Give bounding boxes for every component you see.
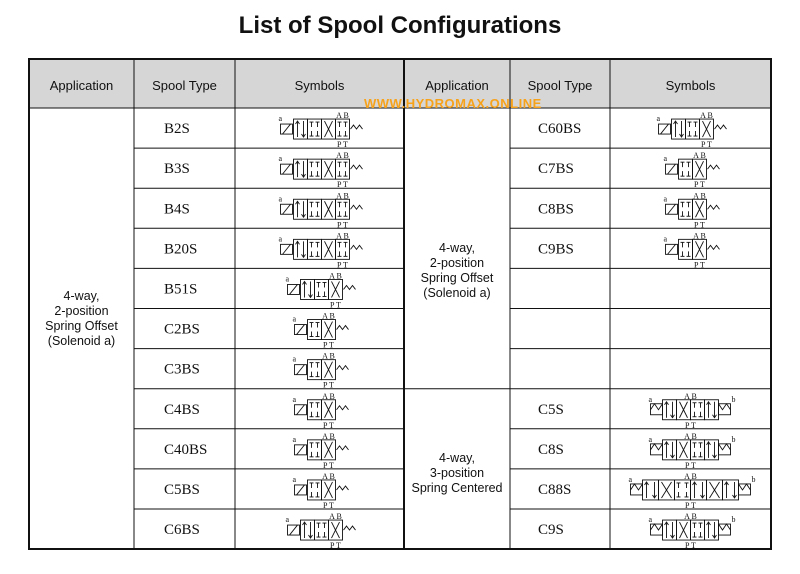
valve-symbol-icon	[293, 352, 349, 390]
svg-text:a: a	[648, 394, 653, 404]
svg-text:a: a	[285, 515, 290, 525]
spool-type-label: C5BS	[164, 481, 200, 498]
svg-text:P T: P T	[323, 340, 334, 350]
svg-text:A B: A B	[684, 471, 697, 481]
spool-type-label: C60BS	[538, 121, 582, 138]
valve-symbol-icon	[649, 432, 736, 470]
svg-text:P T: P T	[685, 500, 696, 510]
valve-symbol-icon	[664, 231, 720, 269]
svg-text:P T: P T	[323, 500, 334, 510]
spool-type-label: B4S	[164, 201, 190, 218]
symbols-layer	[279, 111, 756, 550]
svg-text:a: a	[285, 274, 290, 284]
svg-text:A B: A B	[336, 111, 349, 121]
spool-type-label: C9BS	[538, 241, 574, 258]
column-header: Symbols	[294, 78, 345, 93]
svg-text:A B: A B	[693, 191, 706, 201]
svg-text:A B: A B	[684, 391, 697, 401]
valve-symbol-icon	[293, 432, 349, 470]
spool-type-label: B2S	[164, 121, 190, 138]
table-frame	[29, 59, 771, 549]
svg-text:P T: P T	[330, 541, 341, 551]
svg-text:P T: P T	[337, 140, 348, 150]
svg-text:P T: P T	[694, 260, 705, 270]
svg-text:a: a	[663, 234, 668, 244]
column-header: Application	[49, 78, 114, 93]
column-header: Spool Type	[152, 78, 217, 93]
svg-text:P T: P T	[323, 460, 334, 470]
page-title: List of Spool Configurations	[238, 12, 562, 39]
svg-text:A B: A B	[336, 151, 349, 161]
valve-symbol-icon	[279, 191, 363, 229]
svg-text:a: a	[292, 474, 297, 484]
svg-text:a: a	[292, 434, 297, 444]
svg-text:a: a	[648, 515, 653, 525]
spool-type-label: C8S	[538, 441, 564, 458]
svg-text:a: a	[278, 154, 283, 164]
valve-symbol-icon	[649, 512, 736, 550]
spool-type-label: C3BS	[164, 361, 200, 378]
valve-symbol-icon	[293, 392, 349, 430]
spool-type-label: C2BS	[164, 321, 200, 338]
table-cells	[45, 121, 581, 538]
spool-type-label: C4BS	[164, 401, 200, 418]
svg-text:b: b	[751, 474, 756, 484]
svg-text:b: b	[731, 394, 736, 404]
svg-text:P T: P T	[701, 140, 712, 150]
spool-type-label: B51S	[164, 281, 198, 298]
valve-symbol-icon	[286, 512, 356, 550]
svg-text:A B: A B	[693, 231, 706, 241]
column-header: Symbols	[665, 78, 716, 93]
svg-text:A B: A B	[684, 512, 697, 522]
svg-text:P T: P T	[694, 220, 705, 230]
column-header: Application	[425, 78, 489, 93]
svg-text:a: a	[278, 234, 283, 244]
svg-text:a: a	[656, 114, 661, 124]
svg-text:a: a	[292, 354, 297, 364]
svg-text:A B: A B	[700, 111, 713, 121]
svg-text:P T: P T	[323, 380, 334, 390]
spool-type-label: C8BS	[538, 201, 574, 218]
spool-type-label: B20S	[164, 241, 198, 258]
svg-text:P T: P T	[337, 260, 348, 270]
svg-text:P T: P T	[685, 420, 696, 430]
svg-text:A B: A B	[684, 431, 697, 441]
svg-text:A B: A B	[336, 191, 349, 201]
valve-symbol-icon	[657, 111, 727, 149]
application-cell-left: 4-way, 2-position Spring Offset (Solenoid a)	[45, 289, 118, 348]
svg-text:a: a	[292, 394, 297, 404]
valve-symbol-icon	[279, 151, 363, 189]
svg-text:A B: A B	[322, 351, 335, 361]
svg-text:a: a	[292, 314, 297, 324]
svg-text:A B: A B	[322, 311, 335, 321]
svg-text:A B: A B	[693, 151, 706, 161]
valve-symbol-icon	[279, 231, 363, 269]
svg-text:A B: A B	[322, 471, 335, 481]
spool-type-label: C88S	[538, 481, 572, 498]
spool-type-label: B3S	[164, 161, 190, 178]
watermark: WWW.HYDROMAX.ONLINE	[364, 96, 542, 111]
valve-symbol-icon	[286, 271, 356, 309]
application-cell-right-2: 4-way, 3-position Spring Centered	[411, 450, 503, 495]
application-cell-right-1: 4-way, 2-position Spring Offset (Solenoid a)	[420, 240, 494, 300]
svg-text:a: a	[278, 114, 283, 124]
svg-text:a: a	[663, 194, 668, 204]
svg-text:A B: A B	[329, 271, 342, 281]
valve-symbol-icon	[279, 111, 363, 149]
table-grid	[29, 59, 771, 549]
valve-symbol-icon	[293, 472, 349, 510]
svg-text:b: b	[731, 515, 736, 525]
valve-symbol-icon	[649, 392, 736, 430]
svg-text:A B: A B	[322, 391, 335, 401]
spool-type-label: C5S	[538, 401, 564, 418]
svg-text:b: b	[731, 434, 736, 444]
svg-text:P T: P T	[337, 220, 348, 230]
svg-text:P T: P T	[323, 420, 334, 430]
svg-text:P T: P T	[330, 300, 341, 310]
column-header: Spool Type	[527, 78, 593, 93]
svg-text:a: a	[663, 154, 668, 164]
svg-text:P T: P T	[685, 541, 696, 551]
valve-symbol-icon	[664, 151, 720, 189]
svg-text:A B: A B	[336, 231, 349, 241]
spool-type-label: C9S	[538, 522, 564, 539]
svg-text:P T: P T	[685, 460, 696, 470]
spool-type-label: C6BS	[164, 522, 200, 539]
spool-type-label: C40BS	[164, 441, 208, 458]
svg-text:a: a	[278, 194, 283, 204]
valve-symbol-icon	[664, 191, 720, 229]
svg-text:a: a	[648, 434, 653, 444]
svg-text:P T: P T	[694, 180, 705, 190]
valve-symbol-icon	[629, 472, 756, 510]
spool-type-label: C7BS	[538, 161, 574, 178]
svg-text:P T: P T	[337, 180, 348, 190]
svg-text:A B: A B	[322, 431, 335, 441]
svg-text:A B: A B	[329, 512, 342, 522]
svg-text:a: a	[628, 474, 633, 484]
valve-symbol-icon	[293, 312, 349, 350]
